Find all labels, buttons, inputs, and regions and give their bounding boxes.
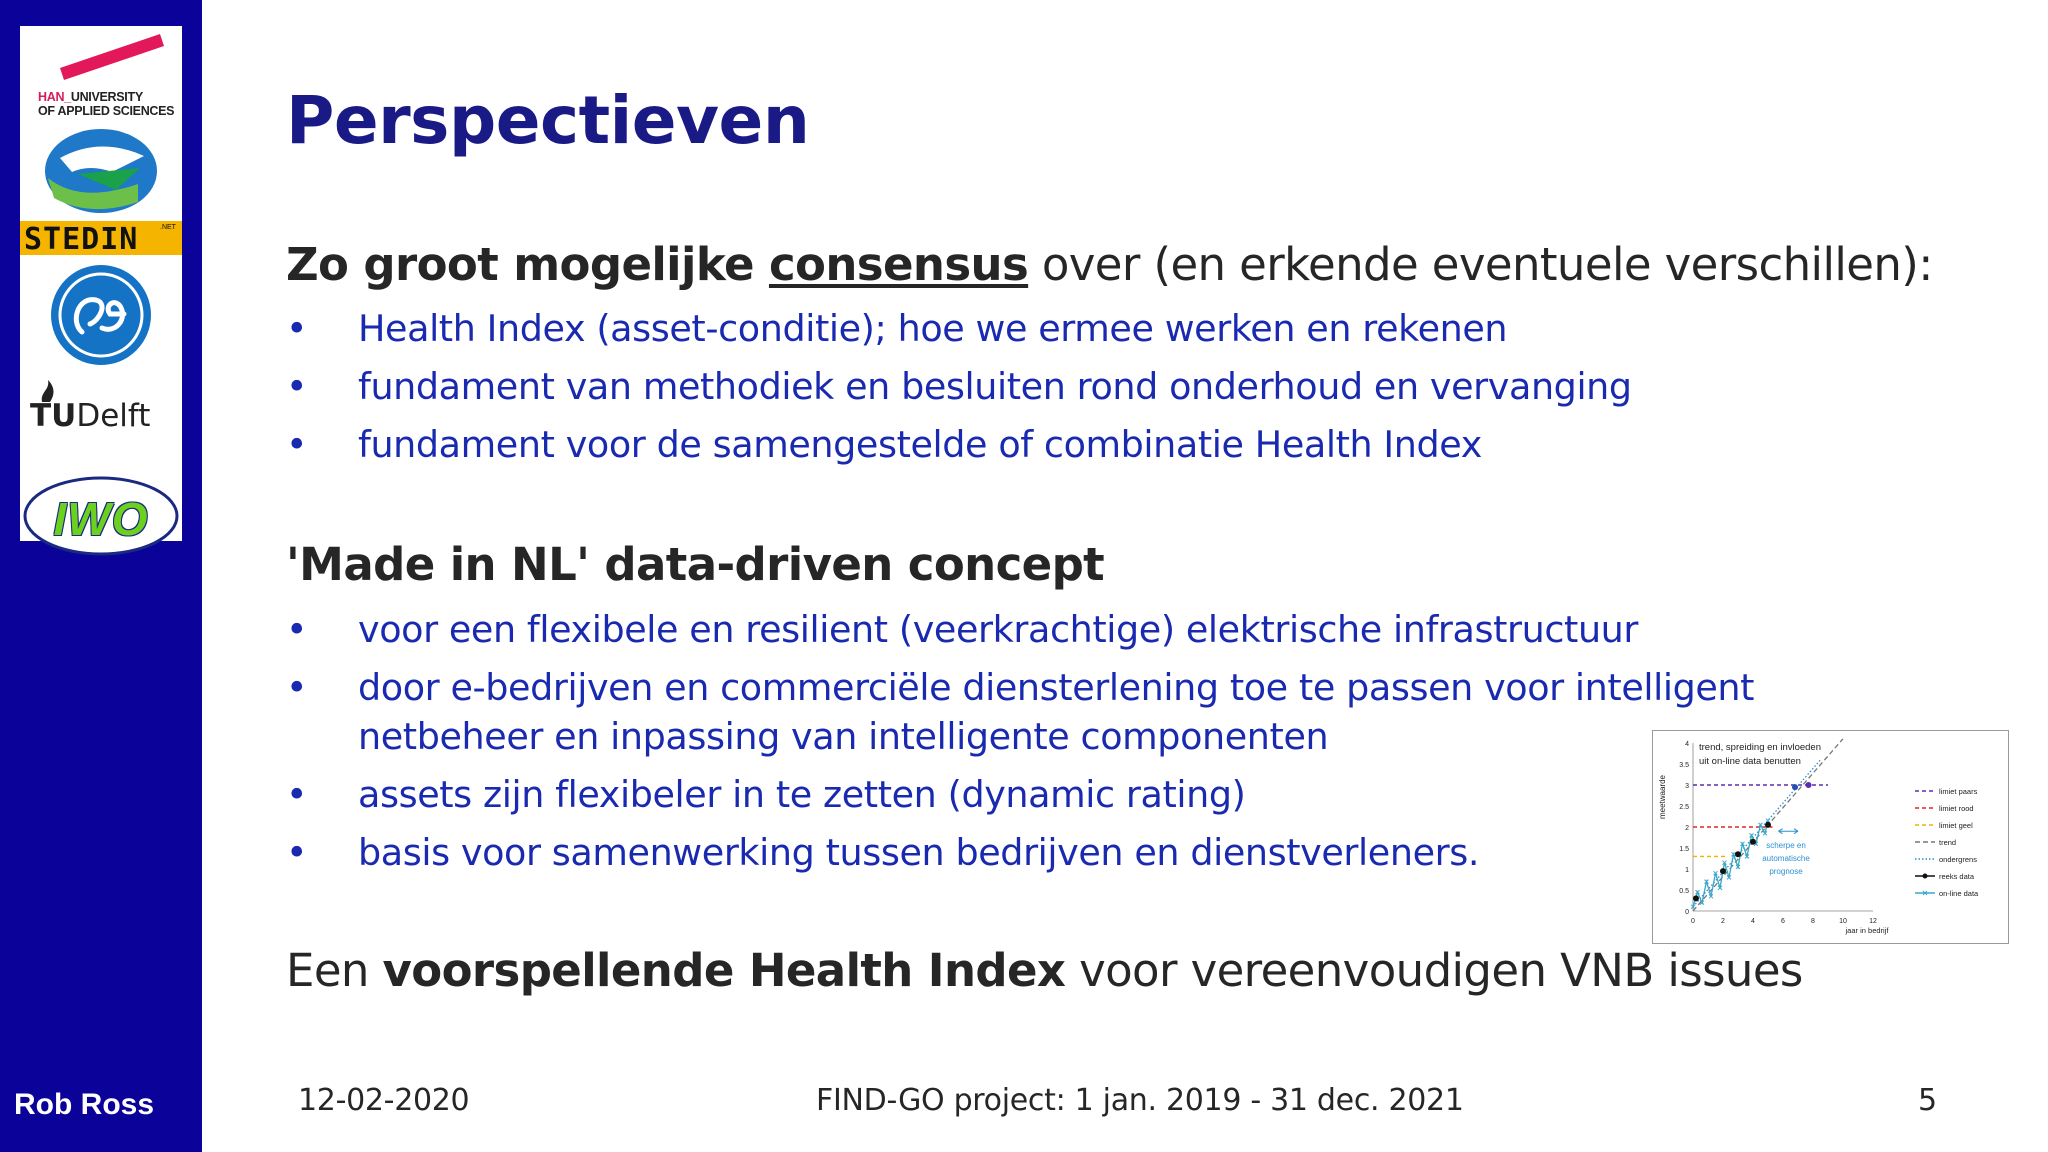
section2-bullet-list bbox=[286, 605, 1836, 886]
chart-reeks-data-point bbox=[1750, 839, 1756, 845]
han-logo-line1: UNIVERSITY bbox=[70, 90, 143, 104]
emblem-logo bbox=[20, 126, 182, 216]
tudelft-logo bbox=[30, 398, 150, 434]
section1-bullet: • Health Index (asset-conditie); hoe we ermee werken en rekenen bbox=[286, 304, 1846, 353]
chart-annotation-text: prognose bbox=[1769, 867, 1803, 876]
han-logo-line2: OF APPLIED SCIENCES bbox=[38, 104, 175, 118]
chart-x-tick-label: 0 bbox=[1691, 918, 1695, 925]
section2-bullet: • assets zijn flexibeler in te zetten (dynamic rating) bbox=[286, 770, 1836, 819]
chart-x-tick-label: 6 bbox=[1781, 918, 1785, 925]
chart-ondergrens-line bbox=[1693, 760, 1821, 907]
han-logo-prefix: HAN_ bbox=[38, 90, 71, 104]
chart-y-tick-label: 0 bbox=[1685, 909, 1689, 916]
section1-bullet: • fundament van methodiek en besluiten rond onderhoud en vervanging bbox=[286, 362, 1846, 411]
chart-y-tick-label: 2 bbox=[1685, 825, 1689, 832]
chart-x-tick-label: 4 bbox=[1751, 918, 1755, 925]
chart-y-tick-label: 4 bbox=[1685, 741, 1689, 748]
slide-number: 5 bbox=[1918, 1083, 1937, 1118]
chart-legend-label: ondergrens bbox=[1939, 855, 1977, 864]
section1-heading bbox=[286, 238, 1933, 291]
chart-reeks-data-point bbox=[1735, 851, 1741, 857]
chart-y-axis-label: meetwaarde bbox=[1658, 774, 1667, 820]
chart-legend-label: limiet paars bbox=[1939, 787, 1978, 796]
health-index-chart bbox=[1652, 730, 2009, 944]
section1-heading-underlined: consensus bbox=[768, 238, 1029, 291]
chart-annotation-text: automatische bbox=[1762, 854, 1810, 863]
tudelft-logo-delft: Delft bbox=[76, 398, 151, 434]
chart-reeks-data-point bbox=[1693, 895, 1699, 901]
chart-reeks-data-point bbox=[1806, 782, 1812, 788]
chart-annotation-text: scherpe en bbox=[1766, 841, 1806, 850]
han-logo-bar bbox=[20, 26, 182, 86]
chart-legend-label: trend bbox=[1939, 838, 1957, 847]
chart-y-tick-label: 1.5 bbox=[1679, 846, 1689, 853]
section1-heading-rest: over (en erkende eventuele verschillen): bbox=[1028, 238, 1933, 291]
chart-title-line1: trend, spreiding en invloeden bbox=[1699, 742, 1822, 753]
chart-reeks-data-point bbox=[1720, 868, 1726, 874]
footer-project: FIND-GO project: 1 jan. 2019 - 31 dec. 2021 bbox=[816, 1083, 1464, 1118]
sidebar bbox=[0, 0, 202, 1152]
chart-x-axis-label: jaar in bedrijf bbox=[1845, 926, 1889, 935]
section1-heading-bold: Zo groot mogelijke bbox=[286, 238, 769, 291]
section1-bullet-list bbox=[286, 304, 1846, 478]
chart-legend-marker bbox=[1923, 874, 1928, 879]
chart-reeks-data-point bbox=[1792, 784, 1798, 790]
chart-legend-label: reeks data bbox=[1939, 872, 1975, 881]
conclusion-suffix: voor vereenvoudigen VNB issues bbox=[1065, 944, 1803, 997]
ge-logo bbox=[20, 262, 182, 372]
section1-bullet: • fundament voor de samengestelde of combinatie Health Index bbox=[286, 420, 1846, 469]
chart-reeks-data-point bbox=[1765, 822, 1771, 828]
chart-svg bbox=[1653, 731, 2008, 943]
section2-bullet: • basis voor samenwerking tussen bedrijven en dienstverleners. bbox=[286, 828, 1836, 877]
section2-bullet: • voor een flexibele en resilient (veerkrachtige) elektrische infrastructuur bbox=[286, 605, 1836, 654]
presenter-name: Rob Ross bbox=[14, 1088, 155, 1121]
chart-x-tick-label: 8 bbox=[1811, 918, 1815, 925]
chart-title-line2: uit on-line data benutten bbox=[1699, 756, 1801, 767]
partner-logos-panel bbox=[20, 26, 182, 545]
iwo-logo: IWO bbox=[53, 493, 149, 545]
chart-x-tick-label: 10 bbox=[1839, 918, 1847, 925]
chart-legend-label: limiet geel bbox=[1939, 821, 1973, 830]
conclusion-line bbox=[286, 944, 1803, 997]
chart-y-tick-label: 1 bbox=[1685, 867, 1689, 874]
section2-heading: 'Made in NL' data-driven concept bbox=[286, 538, 1105, 591]
chart-y-tick-label: 3 bbox=[1685, 783, 1689, 790]
chart-y-tick-label: 0.5 bbox=[1679, 888, 1689, 895]
section2-bullet: • door e-bedrijven en commerciële diensterlening toe te passen voor intelligent netbeheer en inpassing van intelligente componenten bbox=[286, 663, 1778, 761]
chart-x-tick-label: 12 bbox=[1869, 918, 1877, 925]
chart-legend-label: on-line data bbox=[1939, 889, 1979, 898]
conclusion-prefix: Een bbox=[286, 944, 383, 997]
tudelft-logo-tu: TU bbox=[30, 398, 77, 434]
conclusion-bold: voorspellende Health Index bbox=[382, 944, 1066, 997]
stedin-logo-suffix: .NET bbox=[160, 224, 176, 231]
chart-x-tick-label: 2 bbox=[1721, 918, 1725, 925]
chart-y-tick-label: 3.5 bbox=[1679, 762, 1689, 769]
chart-annotation-arrow bbox=[1779, 829, 1799, 834]
footer-date: 12-02-2020 bbox=[298, 1083, 470, 1118]
chart-y-tick-label: 2.5 bbox=[1679, 804, 1689, 811]
chart-legend-label: limiet rood bbox=[1939, 804, 1974, 813]
slide-title: Perspectieven bbox=[286, 82, 810, 159]
stedin-logo: STEDIN bbox=[24, 222, 139, 257]
